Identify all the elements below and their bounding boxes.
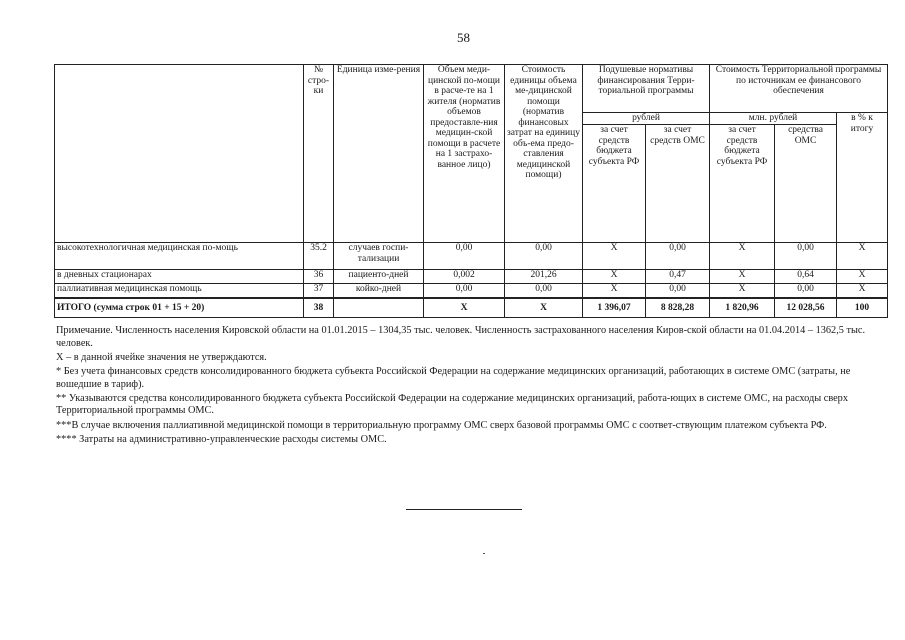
row-cost-oms: 0,64 [775, 270, 837, 284]
header-volume: Объем меди-цинской по-мощи в расче-те на 1 жителя (норматив объемов предоставле-ния медицин-ской помощи в расчете на 1 застрахо-ванное лицо) [424, 65, 505, 243]
note-population: Примечание. Численность населения Кировской области на 01.01.2015 – 1304,35 тыс. человек. Численность застрахованного населения Киров-ской области на 01.04.2014 – 1362,5 тыс. человек. [56, 325, 866, 349]
row-volume: 0,002 [424, 270, 505, 284]
row-per-capita-budget: X [583, 270, 646, 284]
financing-table [54, 64, 888, 318]
header-percent-total: в % к итогу [837, 113, 888, 243]
row-cost-budget: X [710, 270, 775, 284]
row-cost-oms: 0,00 [775, 243, 837, 270]
row-number: 35.2 [304, 243, 334, 270]
total-per-capita-budget: 1 396,07 [583, 298, 646, 318]
table-row [55, 243, 888, 270]
table-row [55, 284, 888, 298]
row-percent: X [837, 270, 888, 284]
row-per-capita-oms: 0,00 [646, 284, 710, 298]
row-percent: X [837, 284, 888, 298]
total-cost-budget: 1 820,96 [710, 298, 775, 318]
row-percent: X [837, 243, 888, 270]
note-footnote-4: **** Затраты на административно-управленческие расходы системы ОМС. [56, 433, 387, 445]
row-cost-budget: X [710, 284, 775, 298]
header-name-cell [55, 65, 304, 243]
header-per-capita-oms: за счет средств ОМС [646, 125, 710, 243]
notes-section [56, 325, 886, 448]
row-cost: 0,00 [505, 284, 583, 298]
row-name: высокотехнологичная медицинская по-мощь [55, 243, 304, 270]
total-unit [334, 298, 424, 318]
total-number: 38 [304, 298, 334, 318]
row-number: 37 [304, 284, 334, 298]
row-cost: 0,00 [505, 243, 583, 270]
row-number: 36 [304, 270, 334, 284]
row-unit: пациенто-дней [334, 270, 424, 284]
total-volume: X [424, 298, 505, 318]
header-row-number: № стро-ки [304, 65, 334, 243]
row-cost: 201,26 [505, 270, 583, 284]
header-cost-oms: средства ОМС [775, 125, 837, 243]
row-name: паллиативная медицинская помощь [55, 284, 304, 298]
page-number: 58 [457, 30, 470, 45]
row-cost-budget: X [710, 243, 775, 270]
row-per-capita-oms: 0,47 [646, 270, 710, 284]
row-name: в дневных стационарах [55, 270, 304, 284]
total-cost: X [505, 298, 583, 318]
row-volume: 0,00 [424, 243, 505, 270]
row-unit: койко-дней [334, 284, 424, 298]
note-footnote-3: ***В случае включения паллиативной медицинской помощи в территориальную программу ОМС сверх базовой программы ОМС с соответ-ствующим платежом субъекта РФ. [56, 419, 827, 431]
header-cost-budget: за счет средств бюджета субъекта РФ [710, 125, 775, 243]
header-per-capita: Подушевые нормативы финансирования Терри-ториальной программы [583, 65, 710, 113]
total-cost-oms: 12 028,56 [775, 298, 837, 318]
header-unit: Единица изме-рения [334, 65, 424, 243]
header-rubles: рублей [583, 113, 710, 125]
row-per-capita-budget: X [583, 284, 646, 298]
row-per-capita-oms: 0,00 [646, 243, 710, 270]
row-unit: случаев госпи-тализации [334, 243, 424, 270]
total-row [55, 298, 888, 318]
header-cost: Стоимость единицы объема ме-дицинской помощи (норматив финансовых затрат на единицу объ-ема предо-ставления медицинской помощи) [505, 65, 583, 243]
total-per-capita-oms: 8 828,28 [646, 298, 710, 318]
scan-speck [483, 553, 485, 554]
signature-line [406, 509, 522, 510]
header-mln-rubles: млн. рублей [710, 113, 837, 125]
row-per-capita-budget: X [583, 243, 646, 270]
row-volume: 0,00 [424, 284, 505, 298]
note-footnote-2: ** Указываются средства консолидированного бюджета субъекта Российской Федерации на содержание медицинских организаций, работа-ющих в системе ОМС, на расходы сверх Территориальной программы ОМС. [56, 392, 848, 417]
header-program-cost: Стоимость Территориальной программы по источникам ее финансового обеспечения [710, 65, 888, 113]
row-cost-oms: 0,00 [775, 284, 837, 298]
total-percent: 100 [837, 298, 888, 318]
header-per-capita-budget: за счет средств бюджета субъекта РФ [583, 125, 646, 243]
table-row [55, 270, 888, 284]
total-name: ИТОГО (сумма строк 01 + 15 + 20) [55, 298, 304, 318]
note-footnote-1: * Без учета финансовых средств консолидированного бюджета субъекта Российской Федерации на содержание медицинских организаций, работающих в системе ОМС (затраты, не вошедшие в тариф). [56, 366, 851, 390]
note-x-legend: X – в данной ячейке значения не утверждаются. [56, 351, 267, 363]
